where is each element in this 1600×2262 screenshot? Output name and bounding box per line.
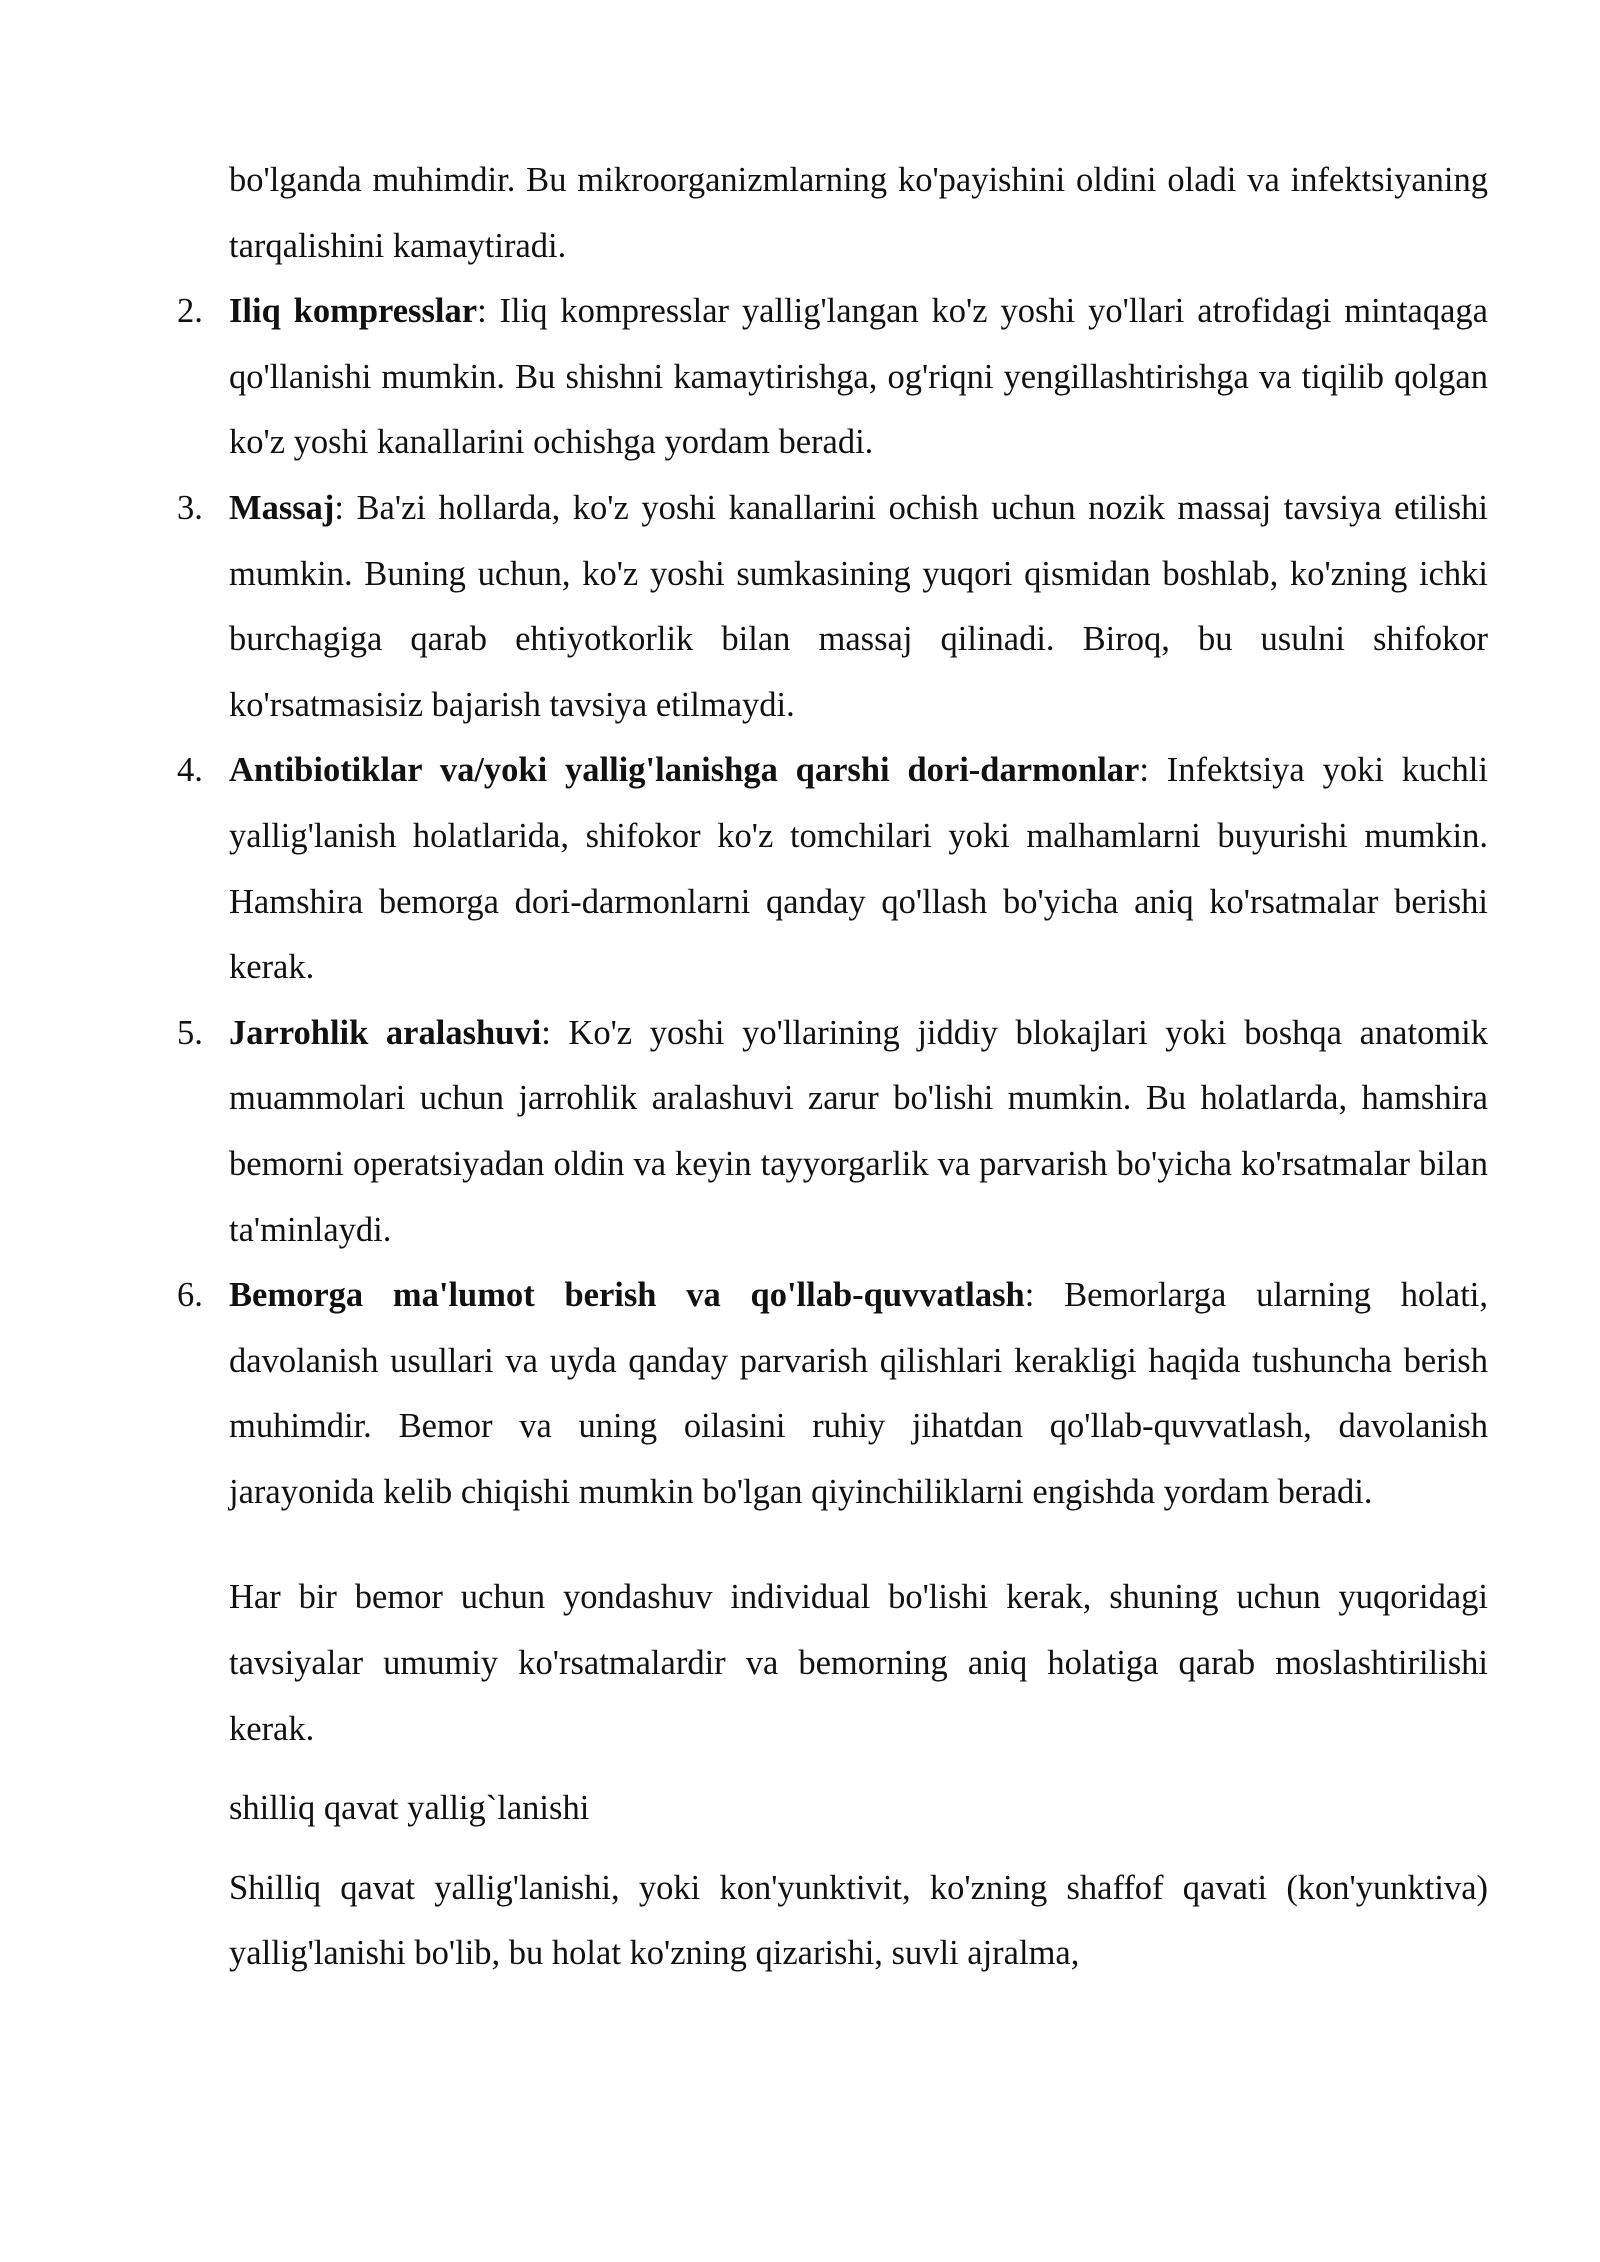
list-item [177,279,1488,476]
list-item-text: Iliq kompresslar yallig'langan ko'z yoshi yo'llari atrofidagi mintaqaga qo'llanishi mumkin. Bu shishni kamaytirishga, og'riqni yengillashtirishga va tiqilib qolgan ko'z yoshi kanallarini ochishga yordam beradi. [229,292,1488,462]
list-item [177,476,1488,738]
list-item-term: Antibiotiklar va/yoki yallig'lanishga qarshi dori-darmonlar [229,751,1140,790]
list-item-separator: : [477,292,487,331]
list-item-separator: : [1139,751,1149,790]
list-item-term: Jarrohlik aralashuvi [229,1013,542,1052]
list-item-text: Infektsiya yoki kuchli yallig'lanish holatlarida, shifokor ko'z tomchilari yoki malhamlarni buyurishi mumkin. Hamshira bemorga dori-darmonlarni qanday qo'llash bo'yicha aniq ko'rsatmalar berishi kerak. [229,751,1488,987]
list-item-separator: : [1024,1276,1035,1315]
list-item-body [229,279,1488,476]
list-item-number: 4. [177,751,203,790]
list-item-number: 6. [177,1276,203,1315]
intro-continuation-paragraph: bo'lganda muhimdir. Bu mikroorganizmlarning ko'payishini oldini oladi va infektsiyaning tarqalishini kamaytiradi. [229,161,1488,265]
list-item [177,1263,1488,1525]
summary-paragraph: Har bir bemor uchun yondashuv individual bo'lishi kerak, shuning uchun yuqoridagi tavsiyalar umumiy ko'rsatmalardir va bemorning aniq holatiga qarab moslashtirilishi kerak. [229,1578,1488,1748]
section-paragraph: Shilliq qavat yallig'lanishi, yoki kon'yunktivit, ko'zning shaffof qavati (kon'yunktiva) yallig'lanishi bo'lib, bu holat ko'zning qizarishi, suvli ajralma, [229,1868,1488,1973]
section-heading: shilliq qavat yallig`lanishi [229,1789,590,1828]
list-item-text: Bemorlarga ularning holati, davolanish usullari va uyda qanday parvarish qilishlari kerakligi haqida tushuncha berish muhimdir. Bemor va uning oilasini ruhiy jihatdan qo'llab-quvvatlash, davolanish jarayonida kelib chiqishi mumkin bo'lgan qiyinchiliklarni engishda yordam beradi. [229,1276,1488,1511]
list-item-term: Massaj [229,488,335,527]
list-item-term: Iliq kompresslar [229,292,478,331]
list-item-separator: : [334,488,344,527]
paragraph-gap [229,1762,1488,1776]
list-item-separator: : [541,1013,551,1052]
list-item-text: Ko'z yoshi yo'llarining jiddiy blokajlari yoki boshqa anatomik muammolari uchun jarrohlik aralashuvi zarur bo'lishi mumkin. Bu holatlarda, hamshira bemorni operatsiyadan oldin va keyin tayyorgarlik va parvarish bo'yicha ko'rsatmalar bilan ta'minlaydi. [229,1013,1488,1249]
list-item-term: Bemorga ma'lumot berish va qo'llab-quvvatlash [229,1276,1025,1315]
list-item-text: Ba'zi hollarda, ko'z yoshi kanallarini ochish uchun nozik massaj tavsiya etilishi mumkin. Buning uchun, ko'z yoshi sumkasining yuqori qismidan boshlab, ko'zning ichki burchagiga qarab ehtiyotkorlik bilan massaj qilinadi. Biroq, bu usulni shifokor ko'rsatmasisiz bajarish tavsiya etilmaydi. [229,488,1488,724]
page-content [177,148,1488,1987]
treatment-list [177,279,1488,1525]
list-item-body [229,738,1488,1000]
list-item-number: 5. [177,1013,203,1052]
list-item [177,738,1488,1000]
list-item-number: 3. [177,488,203,527]
list-item-number: 2. [177,292,203,331]
list-item-body [229,1001,1488,1263]
list-item-body [229,1263,1488,1525]
paragraph-gap [229,1525,1488,1565]
list-item-body [229,476,1488,738]
paragraph-gap [229,1842,1488,1856]
list-item [177,1001,1488,1263]
